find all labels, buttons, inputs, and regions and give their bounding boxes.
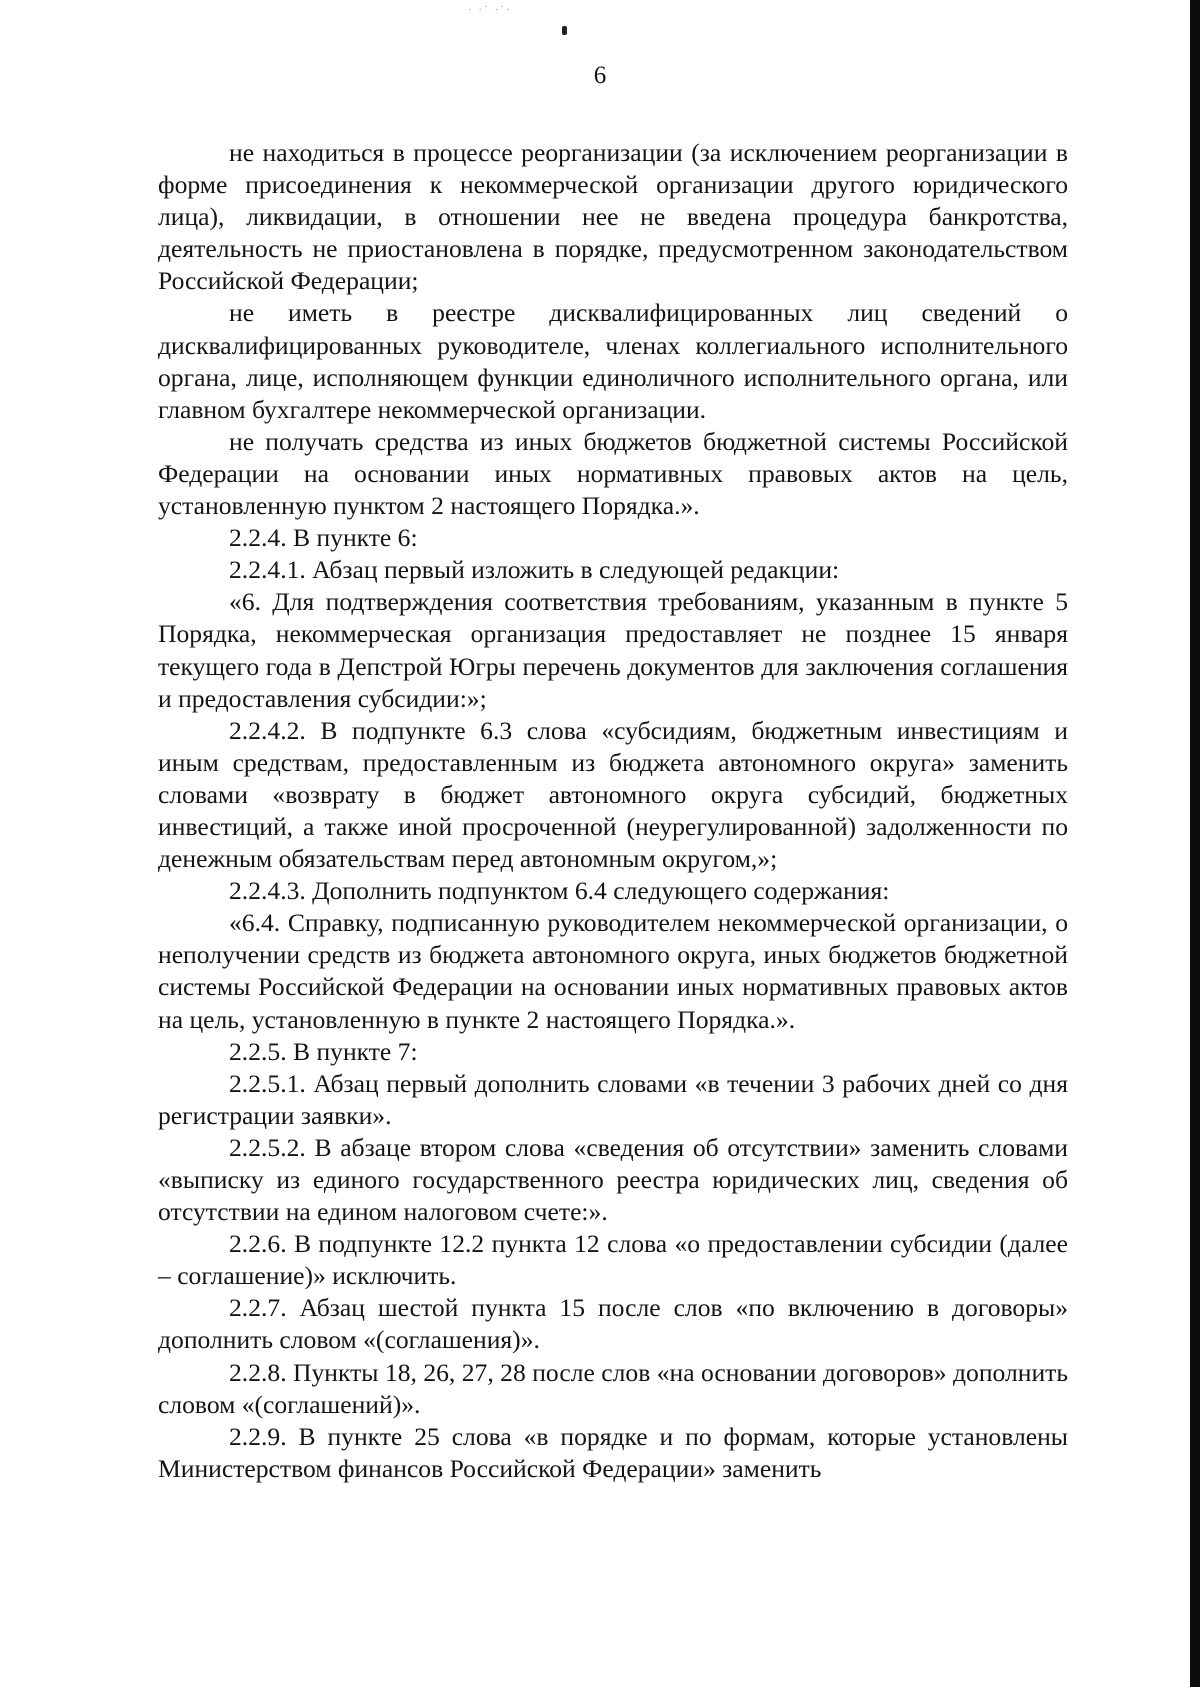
paragraph: не получать средства из иных бюджетов бюджетной системы Российской Федерации на основании иных нормативных правовых актов на цель, установленную пунктом 2 настоящего Порядка.».	[158, 426, 1068, 521]
scan-edge	[1190, 0, 1200, 1687]
paragraph: 2.2.4.2. В подпункте 6.3 слова «субсидиям, бюджетным инвестициям и иным средствам, предоставленным из бюджета автономного округа» заменить словами «возврату в бюджет автономного округа субсидий, бюджетных инвестиций, а также иной просроченной (неурегулированной) задолженности по денежным обязательствам перед автономным округом,»;	[158, 715, 1068, 874]
paragraph: 2.2.4. В пункте 6:	[229, 523, 418, 553]
paragraph: «6. Для подтверждения соответствия требованиям, указанным в пункте 5 Порядка, некоммерческая организация предоставляет не позднее 15 января текущего года в Депстрой Югры перечень документов для заключения соглашения и предоставления субсидии:»;	[158, 587, 1068, 713]
paragraph: не иметь в реестре дисквалифицированных лиц сведений о дисквалифицированных руководителе, членах коллегиального исполнительного органа, лице, исполняющем функции единоличного исполнительного органа, или главном бухгалтере некоммерческой организации.	[158, 298, 1068, 424]
paragraph: «6.4. Справку, подписанную руководителем некоммерческой организации, о неполучении средств из бюджета автономного округа, иных бюджетов бюджетной системы Российской Федерации на основании иных нормативных правовых актов на цель, установленную в пункте 2 настоящего Порядка.».	[158, 908, 1068, 1034]
document-body	[158, 137, 1068, 1485]
paragraph: 2.2.9. В пункте 25 слова «в порядке и по формам, которые установлены Министерством финансов Российской Федерации» заменить	[158, 1421, 1068, 1483]
scan-artifact: · ·˙ ·˙·	[468, 4, 512, 16]
paragraph: 2.2.5. В пункте 7:	[229, 1036, 418, 1066]
paragraph: 2.2.8. Пункты 18, 26, 27, 28 после слов «на основании договоров» дополнить словом «(соглашений)».	[158, 1357, 1068, 1419]
scan-mark	[562, 26, 567, 35]
page-number: 6	[593, 62, 607, 89]
paragraph: 2.2.4.1. Абзац первый изложить в следующей редакции:	[229, 555, 840, 585]
paragraph: 2.2.7. Абзац шестой пункта 15 после слов «по включению в договоры» дополнить словом «(соглашения)».	[158, 1293, 1068, 1355]
paragraph: 2.2.6. В подпункте 12.2 пункта 12 слова «о предоставлении субсидии (далее – соглашение)» исключить.	[158, 1229, 1068, 1291]
paragraph: 2.2.5.2. В абзаце втором слова «сведения об отсутствии» заменить словами «выписку из единого государственного реестра юридических лиц, сведения об отсутствии на едином налоговом счете:».	[158, 1132, 1068, 1227]
paragraph: не находиться в процессе реорганизации (за исключением реорганизации в форме присоединения к некоммерческой организации другого юридического лица), ликвидации, в отношении нее не введена процедура банкротства, деятельность не приостановлена в порядке, предусмотренном законодательством Российской Федерации;	[158, 138, 1068, 296]
paragraph: 2.2.5.1. Абзац первый дополнить словами «в течении 3 рабочих дней со дня регистрации заявки».	[158, 1068, 1068, 1130]
paragraph: 2.2.4.3. Дополнить подпунктом 6.4 следующего содержания:	[229, 876, 890, 906]
